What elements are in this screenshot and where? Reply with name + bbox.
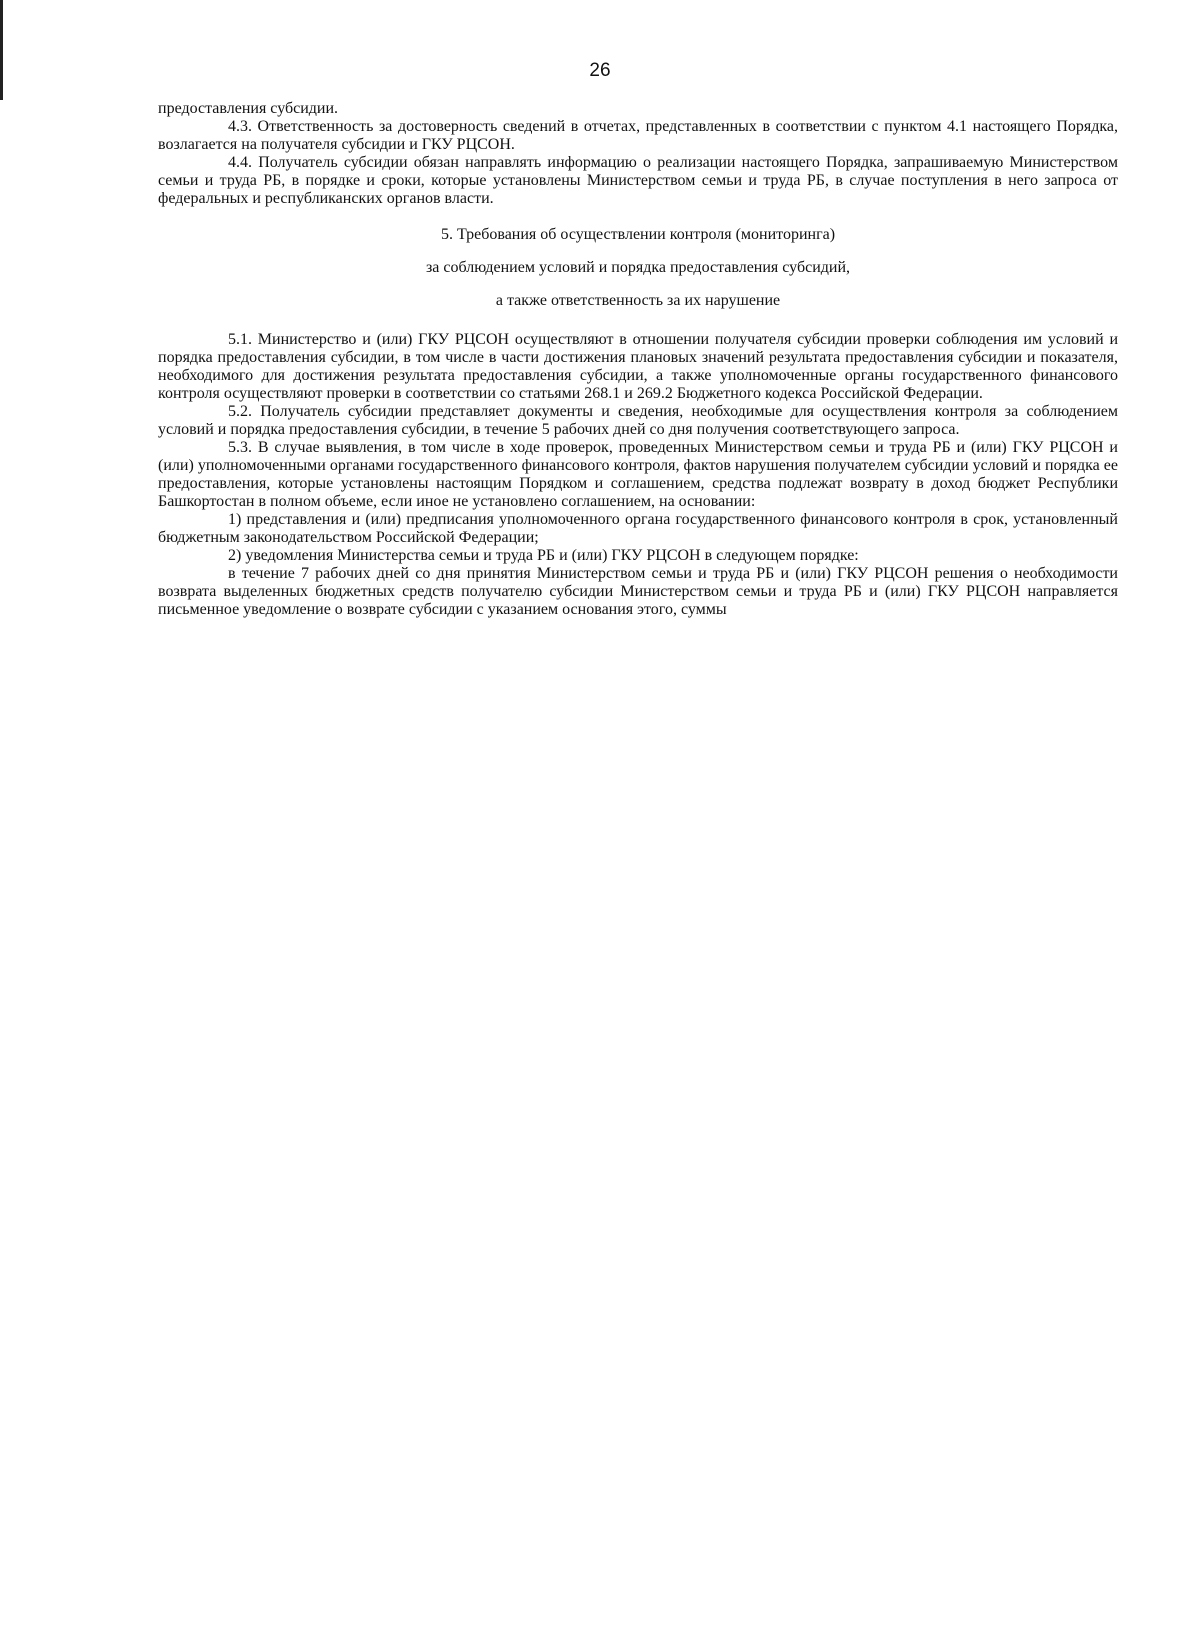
paragraph-continuation: предоставления субсидии.: [158, 100, 339, 117]
paragraph-5-3-item-2: 2) уведомления Министерства семьи и труда РБ и (или) ГКУ РЦСОН в следующем порядке:: [228, 547, 859, 564]
paragraph-5-3-item-2-detail: в течение 7 рабочих дней со дня принятия Министерством семьи и труда РБ и (или) ГКУ РЦСОН решения о необходимости возврата выделенных бюджетных средств получателю субсидии Министерством семьи и труда РБ и (или) ГКУ РЦСОН направляется письменное уведомление о возврате субсидии с указанием основания этого, суммы: [158, 565, 1118, 618]
section-heading-line-1: 5. Требования об осуществлении контроля (мониторинга): [440, 226, 836, 243]
section-heading-line-3: а также ответственность за их нарушение: [495, 292, 781, 309]
scan-edge-mark: [0, 0, 3, 100]
paragraph-5-3-item-1: 1) представления и (или) предписания уполномоченного органа государственного финансового контроля в срок, установленный бюджетным законодательством Российской Федерации;: [158, 511, 1118, 546]
section-heading-line-2: за соблюдением условий и порядка предоставления субсидий,: [425, 259, 851, 276]
paragraph-4-3: 4.3. Ответственность за достоверность сведений в отчетах, представленных в соответствии с пунктом 4.1 настоящего Порядка, возлагается на получателя субсидии и ГКУ РЦСОН.: [158, 118, 1118, 153]
page-number: 26: [589, 60, 611, 81]
paragraph-5-2: 5.2. Получатель субсидии представляет документы и сведения, необходимые для осуществления контроля за соблюдением условий и порядка предоставления субсидии, в течение 5 рабочих дней со дня получения соответствующего запроса.: [158, 403, 1118, 438]
paragraph-5-3: 5.3. В случае выявления, в том числе в ходе проверок, проведенных Министерством семьи и труда РБ и (или) ГКУ РЦСОН и (или) уполномоченными органами государственного финансового контроля, фактов нарушения получателем субсидии условий и порядка ее предоставления, которые установлены настоящим Порядком и соглашением, средства подлежат возврату в доход бюджет Республики Башкортостан в полном объеме, если иное не установлено соглашением, на основании:: [158, 439, 1118, 510]
section-5-heading: [158, 218, 1118, 317]
paragraph-5-1: 5.1. Министерство и (или) ГКУ РЦСОН осуществляют в отношении получателя субсидии проверки соблюдения им условий и порядка предоставления субсидии, в том числе в части достижения плановых значений результата предоставления субсидии и показателя, необходимого для достижения результата предоставления субсидии, а также уполномоченные органы государственного финансового контроля осуществляют проверки в соответствии со статьями 268.1 и 269.2 Бюджетного кодекса Российской Федерации.: [158, 331, 1118, 402]
paragraph-4-4: 4.4. Получатель субсидии обязан направлять информацию о реализации настоящего Порядка, запрашиваемую Министерством семьи и труда РБ, в порядке и сроки, которые установлены Министерством семьи и труда РБ, в случае поступления в него запроса от федеральных и республиканских органов власти.: [158, 154, 1118, 207]
document-body: [158, 100, 1118, 619]
